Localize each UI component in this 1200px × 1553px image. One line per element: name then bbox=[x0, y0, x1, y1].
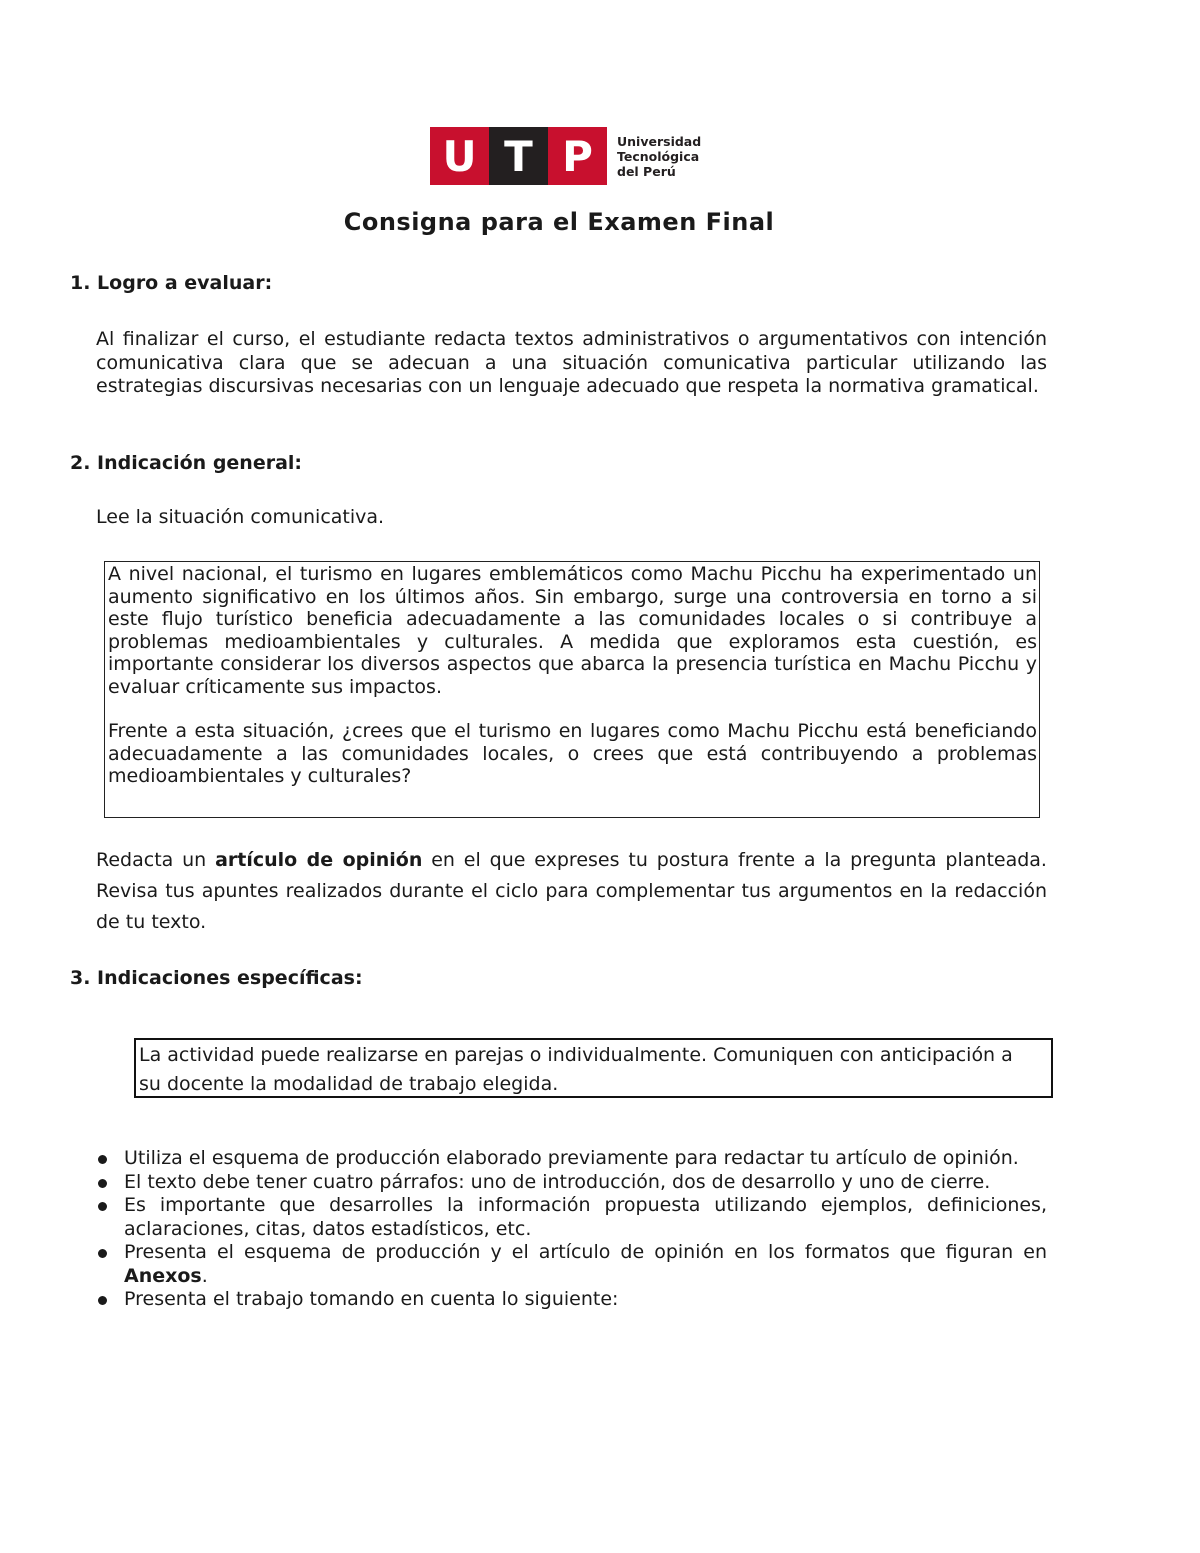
bullet-icon bbox=[98, 1155, 107, 1164]
bullet-icon bbox=[98, 1296, 107, 1305]
list-item bbox=[96, 1171, 1047, 1195]
situacion-paragraph: A nivel nacional, el turismo en lugares emblemáticos como Machu Picchu ha experimentado un aumento significativo en los últimos años. Sin embargo, surge una controversia en torno a si este flujo turístico beneficia adecuadamente a las comunidades locales o si contribuye a problemas medioambientales y culturales. A medida que exploramos esta cuestión, es importante considerar los diversos aspectos que abarca la presencia turística en Machu Picchu y evaluar críticamente sus impactos. bbox=[108, 563, 1037, 698]
logo-letter-t: T bbox=[489, 127, 548, 185]
situacion-comunicativa-box bbox=[104, 561, 1040, 818]
modalidad-text: La actividad puede realizarse en parejas o individualmente. Comuniquen con anticipación a su docente la modalidad de trabajo elegida. bbox=[139, 1044, 1013, 1095]
list-item-text: Presenta el trabajo tomando en cuenta lo siguiente: bbox=[124, 1288, 619, 1310]
redacta-text: Redacta un bbox=[96, 849, 216, 871]
logo-letter-p: P bbox=[548, 127, 607, 185]
intro-text: Lee la situación comunicativa. bbox=[96, 506, 385, 528]
logo-name-line: del Perú bbox=[617, 163, 676, 179]
section-heading-indicaciones-especificas: 3. Indicaciones específicas: bbox=[70, 967, 363, 989]
list-item bbox=[96, 1194, 1047, 1241]
list-item bbox=[96, 1288, 1047, 1312]
situacion-comunicativa-text bbox=[108, 563, 1037, 788]
section-heading-indicacion-general: 2. Indicación general: bbox=[70, 452, 303, 474]
utp-logo bbox=[430, 127, 701, 185]
list-item bbox=[96, 1241, 1047, 1288]
anexos-bold-text: Anexos bbox=[124, 1264, 202, 1287]
redacta-bold-text: artículo de opinión bbox=[215, 849, 423, 871]
indicaciones-list bbox=[96, 1147, 1047, 1312]
section-heading-logro: 1. Logro a evaluar: bbox=[70, 272, 273, 294]
list-item-text: Presenta el esquema de producción y el artículo de opinión en los formatos que figuran en bbox=[124, 1241, 1047, 1263]
logo-name-line: Tecnológica bbox=[617, 148, 700, 164]
pregunta-paragraph: Frente a esta situación, ¿crees que el turismo en lugares como Machu Picchu está beneficiando adecuadamente a las comunidades locales, o crees que está contribuyendo a problemas medioambientales y culturales? bbox=[108, 720, 1037, 787]
logro-text: Al finalizar el curso, el estudiante redacta textos administrativos o argumentativos con intención comunicativa clara que se adecuan a una situación comunicativa particular utilizando las estrategias discursivas necesarias con un lenguaje adecuado que respeta la normativa gramatical. bbox=[96, 328, 1047, 397]
redacta-instruction bbox=[96, 845, 1047, 938]
redacta-text: en el que expreses tu postura frente a la pregunta planteada. Revisa tus apuntes realizados durante el ciclo para complementar tus argumentos en la redacción de tu texto. bbox=[96, 849, 1047, 933]
utp-logo-mark bbox=[430, 127, 607, 185]
list-item bbox=[96, 1147, 1047, 1171]
bullet-icon bbox=[98, 1179, 107, 1188]
list-item-text: . bbox=[201, 1264, 208, 1287]
logo-letter-u: U bbox=[430, 127, 489, 185]
list-item-text: Utiliza el esquema de producción elaborado previamente para redactar tu artículo de opinión. bbox=[124, 1147, 1019, 1169]
bullet-icon bbox=[98, 1202, 107, 1211]
list-item-text: El texto debe tener cuatro párrafos: uno de introducción, dos de desarrollo y uno de cierre. bbox=[124, 1170, 991, 1193]
list-item-text: Es importante que desarrolles la información propuesta utilizando ejemplos, definiciones, aclaraciones, citas, datos estadísticos, etc. bbox=[124, 1194, 1047, 1240]
bullet-icon bbox=[98, 1249, 107, 1258]
modalidad-box bbox=[134, 1038, 1053, 1098]
logo-name-line: Universidad bbox=[617, 133, 702, 149]
logo-university-name bbox=[617, 134, 701, 179]
page-title: Consigna para el Examen Final bbox=[343, 208, 775, 236]
